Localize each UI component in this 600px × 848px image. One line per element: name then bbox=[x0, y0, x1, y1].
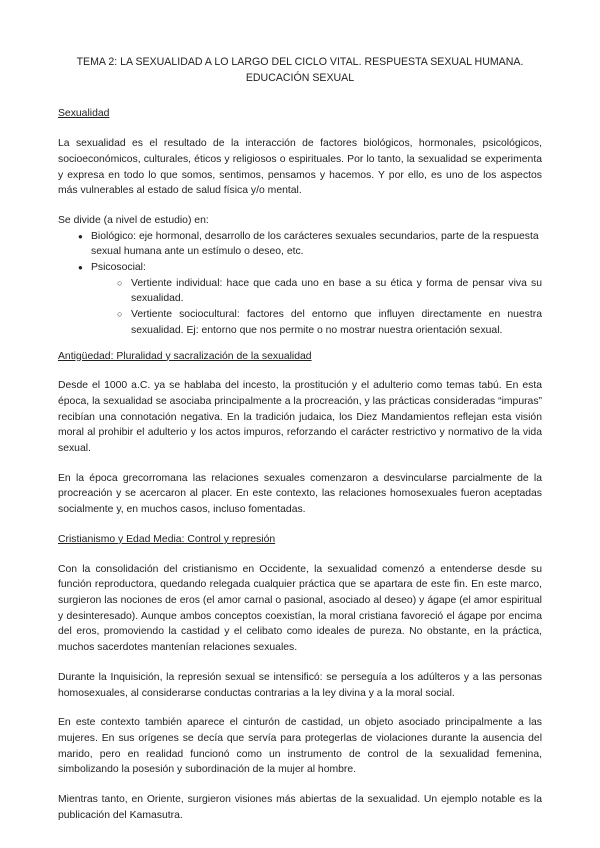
list-item-biologico-text: Biológico: eje hormonal, desarrollo de los carácteres sexuales secundarios, parte de la respuesta sexual humana ante un estímulo o deseo, etc. bbox=[91, 230, 539, 258]
sublist-item-sociocultural: ○ Vertiente sociocultural: factores del entorno que influyen directamente en nuestra sexualidad. Ej: entorno que nos permite o no mostrar nuestra orientación sexual. bbox=[121, 307, 542, 338]
title-line-2: EDUCACIÓN SEXUAL bbox=[245, 71, 355, 84]
paragraph-cristianismo-4: Mientras tanto, en Oriente, surgieron visiones más abiertas de la sexualidad. Un ejemplo notable es la publicación del Kamasutra. bbox=[58, 794, 542, 821]
sublist-item-individual: ○ Vertiente individual: hace que cada uno en base a su ética y forma de pensar viva su sexualidad. bbox=[121, 276, 542, 307]
title-line-1: TEMA 2: LA SEXUALIDAD A LO LARGO DEL CICLO VITAL. RESPUESTA SEXUAL HUMANA. bbox=[76, 56, 524, 68]
list-item-biologico bbox=[80, 229, 542, 260]
heading-sexualidad: Sexualidad bbox=[58, 108, 110, 120]
divide-intro: Se divide (a nivel de estudio) en: bbox=[58, 214, 209, 226]
heading-cristianismo: Cristianismo y Edad Media: Control y represión bbox=[58, 533, 276, 545]
division-list bbox=[58, 229, 542, 339]
document-title bbox=[58, 55, 542, 86]
paragraph-cristianismo-1: Con la consolidación del cristianismo en Occidente, la sexualidad comenzó a entenderse desde su función reproductora, quedando relegada cualquier práctica que se apartara de este fin. En este marco, surgieron las nociones de eros (el amor carnal o pasional, asociado al deseo) y ágape (el amor espiritual y desinteresado). Aunque ambos conceptos coexistían, la moral cristiana favoreció el ágape por encima del eros, promoviendo la castidad y el celibato como ideales de pureza. No obstante, en la práctica, muchos sacerdotes mantenían relaciones sexuales. bbox=[58, 563, 542, 654]
paragraph-sexualidad-definition: La sexualidad es el resultado de la interacción de factores biológicos, hormonales, psicológicos, socioeconómicos, culturales, éticos y religiosos o espirituales. Por lo tanto, la sexualidad se experimenta y expresa en todo lo que somos, sentimos, pensamos y hacemos. Y por ello, es uno de los aspectos más vulnerables al estado de salud física y/o mental. bbox=[58, 138, 542, 197]
paragraph-antiguedad-2: En la época grecorromana las relaciones sexuales comenzaron a desvincularse parcialmente de la procreación y se acercaron al placer. En este contexto, las relaciones homosexuales fueron aceptadas socialmente y, en muchos casos, incluso fomentadas. bbox=[58, 472, 542, 516]
paragraph-cristianismo-2: Durante la Inquisición, la represión sexual se intensificó: se perseguía a los adúlteros y a las personas homosexuales, al considerarse conductas contrarias a la ley divina y a la moral social. bbox=[58, 671, 542, 699]
psicosocial-sublist bbox=[91, 276, 542, 339]
paragraph-cristianismo-3: En este contexto también aparece el cinturón de castidad, un objeto asociado principalmente a las mujeres. En sus orígenes se decía que servía para protegerlas de violaciones durante la ausencia del marido, pero en realidad funcionó como un instrumento de control de la sexualidad femenina, simbolizando la posesión y subordinación de la mujer al hombre. bbox=[58, 717, 542, 776]
heading-antiguedad: Antigüedad: Pluralidad y sacralización de la sexualidad bbox=[58, 350, 312, 362]
list-item-psicosocial bbox=[80, 260, 542, 339]
list-item-psicosocial-text: Psicosocial: bbox=[91, 262, 146, 274]
paragraph-antiguedad-1: Desde el 1000 a.C. ya se hablaba del incesto, la prostitución y el adulterio como temas tabú. En esta época, la sexualidad se asociaba principalmente a la procreación, y las prácticas consideradas “impuras” recibían una connotación negativa. En la tradición judaica, los Diez Mandamientos reflejan esta visión moral al prohibir el adulterio y los actos impuros, reforzando el carácter restrictivo y normativo de la vida sexual. bbox=[58, 380, 542, 455]
